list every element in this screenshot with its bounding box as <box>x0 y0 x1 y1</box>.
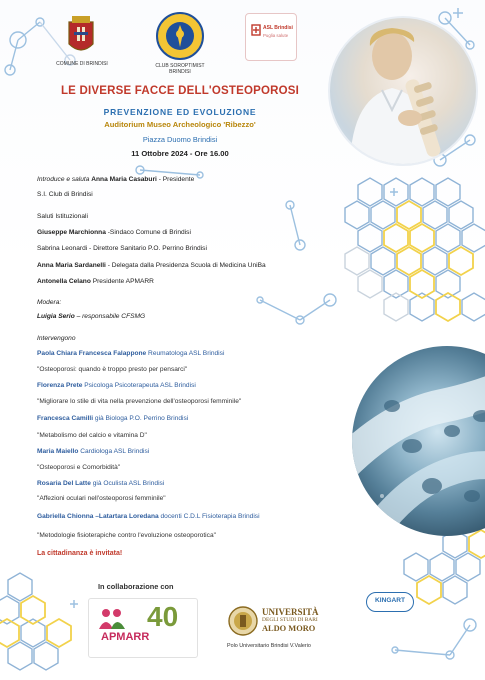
intro-line <box>37 175 194 184</box>
asl-line-1: ASL Brindisi <box>263 25 293 31</box>
apmarr-number: 40 <box>147 601 179 632</box>
intervengono-heading: Intervengono <box>37 335 76 342</box>
event-city: Piazza Duomo Brindisi <box>142 135 218 144</box>
saluti-item <box>37 244 207 253</box>
speaker-role: Cardiologa ASL Brindisi <box>78 448 150 455</box>
talk-title: "Metodologie fisioterapiche contro l'evoluzione osteoporotica" <box>37 532 216 539</box>
saluti-heading: Saluti Istituzionali <box>37 213 88 220</box>
uniba-logo <box>224 599 338 657</box>
talk-title: "Migliorare lo stile di vita nella prevenzione dell'osteoporosi femminile" <box>37 398 242 405</box>
speaker <box>37 381 196 390</box>
intro-name: Anna Maria Casaburi <box>91 176 157 183</box>
speaker-name: Maria Maiello <box>37 448 79 455</box>
speaker-role: Psicologa Psicoterapeuta ASL Brindisi <box>82 382 196 389</box>
soroptimist-caption-1: CLUB SOROPTIMIST <box>155 63 205 69</box>
speaker <box>37 479 164 488</box>
modera-role: – responsabile CFSMG <box>74 313 146 320</box>
talk-title: "Osteoporosi: quando è troppo presto per pensarci" <box>37 366 188 373</box>
talk-title: "Osteoporosi e Comorbidità" <box>37 464 121 471</box>
comune-caption: COMUNE DI BRINDISI <box>56 61 108 67</box>
apmarr-name: APMARR <box>101 631 150 643</box>
apmarr-logo <box>88 598 198 658</box>
saluti-role: Sabrina Leonardi - Direttore Sanitario P.O. Perrino Brindisi <box>37 245 207 252</box>
modera-line <box>37 312 145 321</box>
speaker-name: Gabriella Chionna –Latartara Loredana <box>37 513 159 520</box>
speaker <box>37 414 188 423</box>
comune-brindisi-logo <box>64 14 98 58</box>
speaker <box>37 349 224 358</box>
speaker-name: Francesca Camilli <box>37 415 94 422</box>
speaker <box>37 512 260 521</box>
saluti-role: - Delegata dalla Presidenza Scuola di Medicina UniBa <box>105 262 266 269</box>
saluti-role: -Sindaco Comune di Brindisi <box>105 229 191 236</box>
collab-label: In collaborazione con <box>98 582 174 591</box>
event-title: LE DIVERSE FACCE DELL'OSTEOPOROSI <box>60 85 300 97</box>
talk-title: "Metabolismo del calcio e vitamina D" <box>37 432 147 439</box>
uni-sub: Polo Universitario Brindisi V.Valerio <box>227 643 311 649</box>
saluti-name: Anna Maria Sardanelli <box>37 262 106 269</box>
uni-line-3: ALDO MORO <box>262 624 316 633</box>
speaker-role: già Oculista ASL Brindisi <box>90 480 165 487</box>
saluti-item <box>37 277 154 286</box>
invite-text: La cittadinanza è invitata! <box>37 550 123 557</box>
speaker <box>37 447 149 456</box>
saluti-item <box>37 261 266 270</box>
event-date: 11 Ottobre 2024 - Ore 16.00 <box>131 149 229 158</box>
kingart-logo <box>366 592 414 612</box>
uni-line-2: DEGLI STUDI DI BARI <box>262 617 318 623</box>
intro-role2: S.I. Club di Brindisi <box>37 191 93 198</box>
intro-role: - Presidente <box>158 176 195 183</box>
asl-brindisi-logo <box>245 13 297 61</box>
speaker-role: già Biologa P.O. Perrino Brindisi <box>93 415 189 422</box>
modera-name: Luigia Serio <box>37 313 75 320</box>
saluti-name: Antonella Celano <box>37 278 91 285</box>
speaker-role: docenti C.D.L Fisioterapia Brindisi <box>158 513 260 520</box>
modera-heading: Modera: <box>37 299 62 306</box>
event-venue: Auditorium Museo Archeologico 'Ribezzo' <box>104 120 256 129</box>
speaker-name: Florenza Prete <box>37 382 83 389</box>
soroptimist-logo <box>155 11 205 61</box>
speaker-name: Paola Chiara Francesca Falappone <box>37 350 147 357</box>
uni-line-1: UNIVERSITÀ <box>262 607 319 617</box>
speaker-role: Reumatologa ASL Brindisi <box>146 350 225 357</box>
saluti-role: Presidente APMARR <box>90 278 154 285</box>
kingart-text: KINGART <box>374 597 406 604</box>
soroptimist-caption-2: BRINDISI <box>169 69 191 75</box>
talk-title: "Affezioni oculari nell'osteoporosi femminile" <box>37 495 166 502</box>
intro-label: Introduce e saluta <box>37 176 90 183</box>
asl-line-2: Puglia salute <box>263 33 289 38</box>
event-subtitle: PREVENZIONE ED EVOLUZIONE <box>103 107 257 117</box>
saluti-item <box>37 228 191 237</box>
saluti-name: Giuseppe Marchionna <box>37 229 106 236</box>
speaker-name: Rosaria Del Latte <box>37 480 91 487</box>
